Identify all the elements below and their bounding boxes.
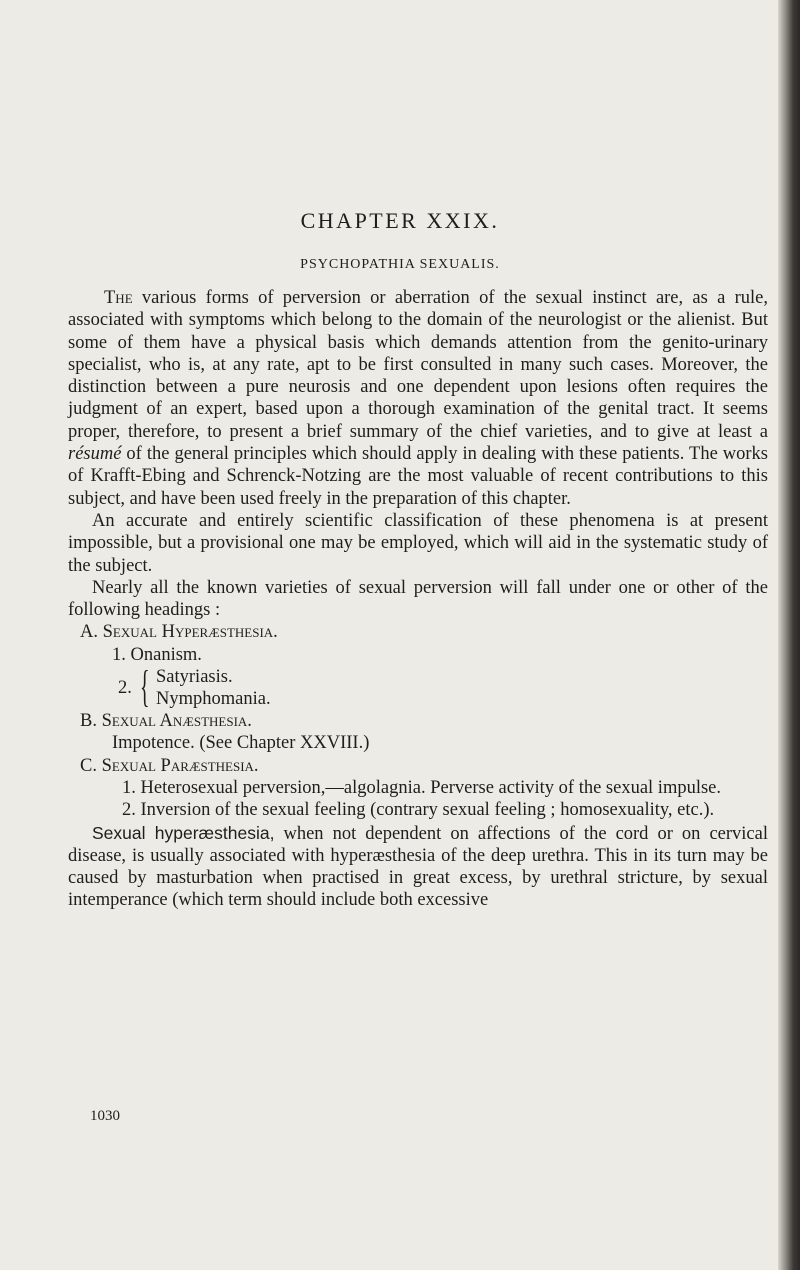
item-satyriasis: Satyriasis. <box>156 667 233 688</box>
italic-resume: résumé <box>68 444 122 465</box>
heading-c-title: Sexual Paræsthesia. <box>101 755 259 776</box>
chapter-title: CHAPTER XXIX. <box>300 208 500 233</box>
page-edge-shadow <box>778 0 800 1270</box>
classification-list <box>68 621 768 821</box>
item-nymphomania: Nymphomania. <box>156 689 271 710</box>
intro-text-a: various forms of perversion or aberration of the sexual instinct are, as a rule, associated with symptoms which belong to the domain of the neurologist or the alienist. But some of them have a physical basis which demands attention from the genito-urinary specialist, who is, at any rate, apt to be first consulted in many such cases. Moreover, the distinction between a pure neurosis and one dependent upon lesions often requires the judgment of an expert, based upon a thorough examination of the genital tract. It seems proper, therefore, to present a brief summary of the chief varieties, and to give at least a <box>68 288 768 442</box>
chapter-body <box>68 287 768 912</box>
lead-word: The <box>104 288 133 308</box>
heading-b: B. Sexual Anæsthesia. <box>80 711 252 732</box>
item-onanism: 1. Onanism. <box>112 644 202 665</box>
heading-a: A. Sexual Hyperæsthesia. <box>80 622 278 643</box>
paragraph-headings-intro: Nearly all the known varieties of sexual perversion will fall under one or other of the following headings : <box>68 577 768 621</box>
heading-a-title: Sexual Hyperæsthesia. <box>102 622 278 643</box>
heading-c: C. Sexual Paræsthesia. <box>80 755 259 776</box>
paragraph-hyperaesthesia <box>68 822 768 912</box>
page-number: 1030 <box>90 1108 120 1124</box>
heading-b-title: Sexual Anæsthesia. <box>101 711 252 732</box>
item-heterosexual: 1. Heterosexual perversion,—algolagnia. Perverse activity of the sexual impulse. <box>122 777 722 798</box>
chapter-subtitle: PSYCHOPATHIA SEXUALIS. <box>300 257 500 272</box>
closing-text: when not dependent on affections of the cord or on cervical disease, is usually associated with hyperæsthesia of the deep urethra. This in its turn may be caused by masturbation when practised in great excess, by urethral stricture, by sexual intemperance (which term should include both excessive <box>68 823 768 911</box>
item-brace-group <box>68 662 768 712</box>
left-brace-icon: { <box>140 662 150 712</box>
term-hyperaesthesia: Sexual hyperæsthesia, <box>92 822 275 843</box>
paragraph-classification: An accurate and entirely scientific classification of these phenomena is at present impossible, but a provisional one may be employed, which will aid in the systematic study of the subject. <box>68 510 768 576</box>
paragraph-intro <box>68 287 768 510</box>
brace-number: 2. <box>118 678 132 699</box>
item-inversion: 2. Inversion of the sexual feeling (contrary sexual feeling ; homosexuality, etc.). <box>122 800 715 821</box>
item-impotence: Impotence. (See Chapter XXVIII.) <box>112 733 370 754</box>
intro-text-b: of the general principles which should apply in dealing with these patients. The works of Krafft-Ebing and Schrenck-Notzing are the most valuable of recent contributions to this subject, and have been used freely in the preparation of this chapter. <box>68 444 768 509</box>
